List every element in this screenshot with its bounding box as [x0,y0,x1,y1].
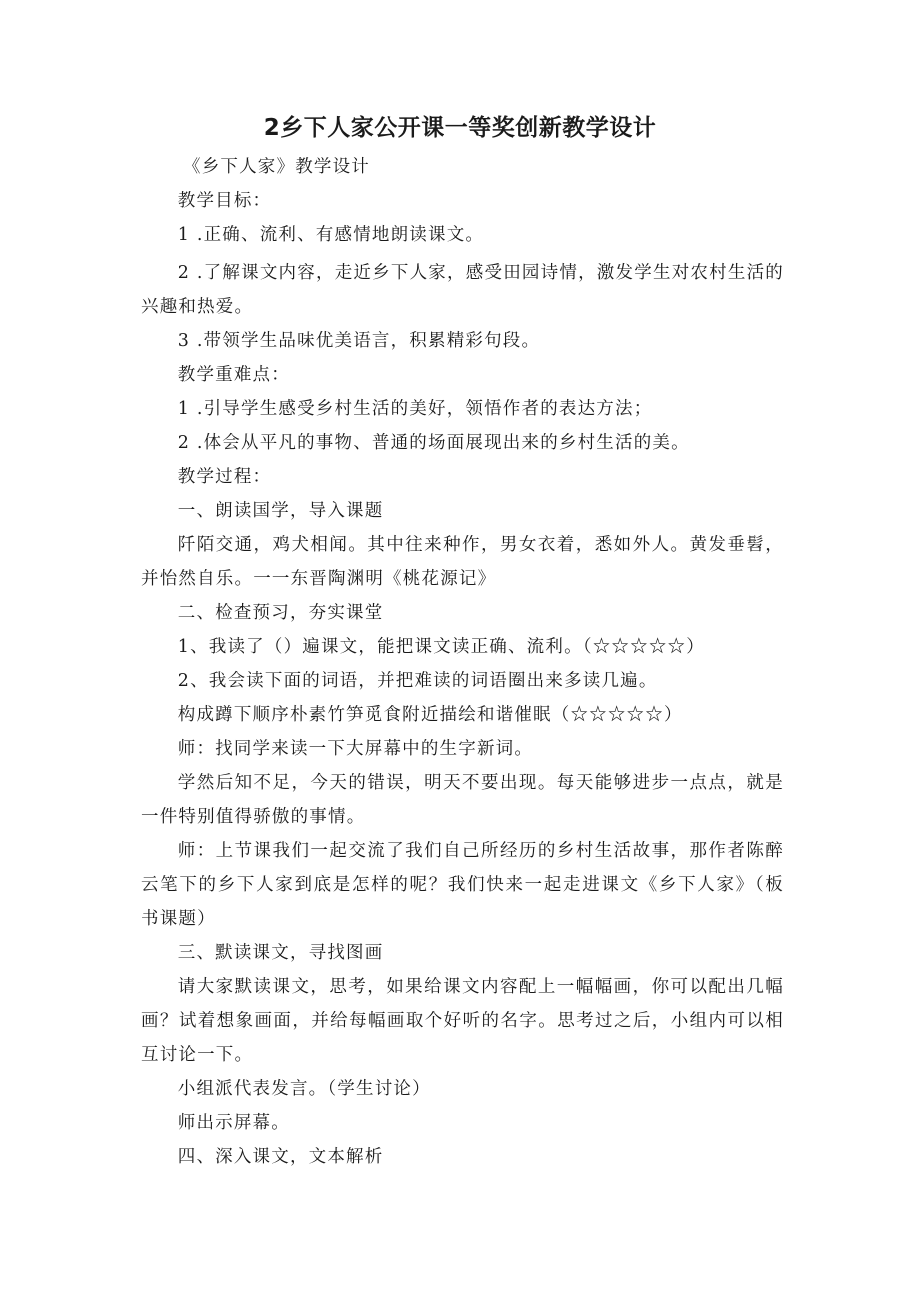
subtitle: 《乡下人家》教学设计 [183,157,370,177]
group-report-line: 小组派代表发言。（学生讨论） [177,1079,431,1099]
section-heading-process: 教学过程： [177,467,272,487]
section-heading-key-points: 教学重难点： [177,365,290,385]
key-point-1: 1 .引导学生感受乡村生活的美好，领悟作者的表达方法； [177,399,653,419]
teacher-line-2: 师：上节课我们一起交流了我们自己所经历的乡村生活故事，那作者陈醉云笔下的乡下人家到底是怎样的呢？我们快来一起走进课文《乡下人家》（板书课题） [141,841,784,929]
motivation-paragraph: 学然后知不足，今天的错误，明天不要出现。每天能够进步一点点，就是一件特别值得骄傲的事情。 [141,773,784,827]
goal-item-3: 3 .带领学生品味优美语言，积累精彩句段。 [177,331,541,351]
quote-paragraph: 阡陌交通，鸡犬相闻。其中往来种作，男女衣着，悉如外人。黄发垂髫，并怡然自乐。一一东晋陶渊明《桃花源记》 [141,535,784,589]
step-heading-4: 四、深入课文，文本解析 [177,1147,384,1167]
step-heading-2: 二、检查预习，夯实课堂 [177,603,384,623]
goal-item-2: 2 .了解课文内容，走近乡下人家，感受田园诗情，激发学生对农村生活的兴趣和热爱。 [141,263,784,317]
section-heading-goals: 教学目标： [177,191,272,211]
vocabulary-line: 构成蹲下顺序朴素竹笋觅食附近描绘和谐催眠（☆☆☆☆☆） [177,705,683,725]
key-point-2: 2 .体会从平凡的事物、普通的场面展现出来的乡村生活的美。 [177,433,690,453]
preview-item-2: 2、我会读下面的词语，并把难读的词语圈出来多读几遍。 [177,671,658,691]
document-title: 2乡下人家公开课一等奖创新教学设计 [263,115,657,141]
step-heading-1: 一、朗读国学，导入课题 [177,501,384,521]
goal-item-1: 1 .正确、流利、有感情地朗读课文。 [177,225,485,245]
reading-task-paragraph: 请大家默读课文，思考，如果给课文内容配上一幅幅画，你可以配出几幅画？试着想象画面，并给每幅画取个好听的名字。思考过之后，小组内可以相互讨论一下。 [141,977,784,1065]
step-heading-3: 三、默读课文，寻找图画 [177,943,384,963]
preview-item-1: 1、我读了（）遍课文，能把课文读正确、流利。（☆☆☆☆☆） [177,637,705,657]
teacher-line-1: 师：找同学来读一下大屏幕中的生字新词。 [177,739,534,759]
document-body [141,150,784,1174]
teacher-screen-line: 师出示屏幕。 [177,1113,290,1133]
